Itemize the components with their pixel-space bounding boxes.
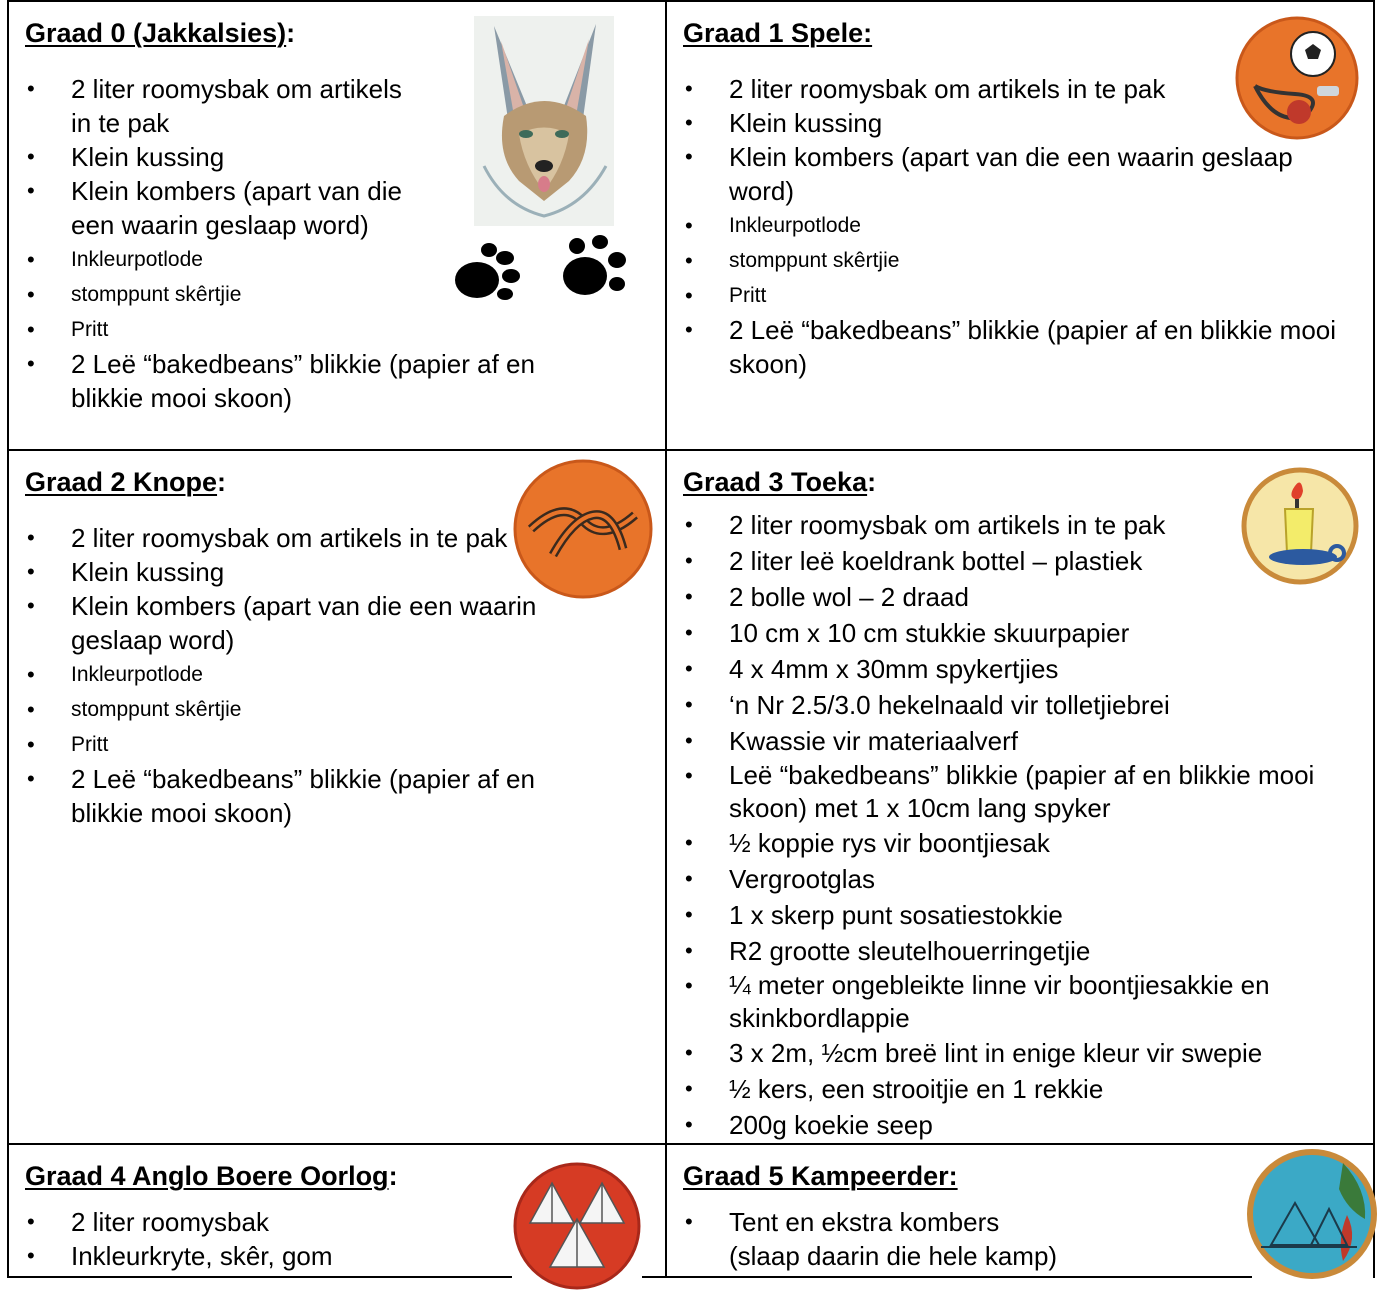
- list-item: • Pritt: [667, 278, 1347, 313]
- paw-print-icon: [449, 240, 524, 305]
- grade-3-title: Graad 3 Toeka:: [683, 467, 877, 497]
- list-item: • 2 liter roomysbak om artikels in te pak: [667, 72, 1347, 106]
- paw-print-icon: [555, 234, 630, 304]
- grade-2-cell: [9, 451, 665, 1143]
- tents-badge-icon: [512, 1161, 642, 1291]
- list-item: • ½ kers, een strooitjie en 1 rekkie: [667, 1071, 1357, 1107]
- list-item: • Klein kombers (apart van die een waarin geslaap word): [9, 589, 609, 657]
- grade-3-list: [667, 507, 1357, 1143]
- list-item: • Klein kombers (apart van die een waarin geslaap word): [9, 174, 409, 242]
- list-item: • 1 x skerp punt sosatiestokkie: [667, 897, 1357, 933]
- list-item: • 2 Leë “bakedbeans” blikkie (papier af en blikkie mooi skoon): [667, 313, 1347, 381]
- list-item: • ‘n Nr 2.5/3.0 hekelnaald vir tolletjiebrei: [667, 687, 1357, 723]
- list-item: • Klein kussing: [9, 555, 609, 589]
- list-item: • Inkleurpotlode: [9, 657, 609, 692]
- list-item: • Klein kombers (apart van die een waarin geslaap word): [667, 140, 1347, 208]
- list-item: • 2 liter roomysbak om artikels in te pak: [9, 521, 609, 555]
- grade-4-list: [9, 1205, 489, 1273]
- list-item: • 2 liter leë koeldrank bottel – plastiek: [667, 543, 1357, 579]
- grade-4-title: Graad 4 Anglo Boere Oorlog:: [25, 1161, 398, 1191]
- list-item: • 2 Leë “bakedbeans” blikkie (papier af en blikkie mooi skoon): [9, 762, 611, 830]
- camping-badge-icon: [1247, 1149, 1377, 1279]
- list-item: • 2 liter roomysbak om artikels in te pak: [667, 507, 1357, 543]
- grade-0-cell: [9, 2, 665, 449]
- list-item: • Inkleurpotlode: [667, 208, 1347, 243]
- grade-2-title: Graad 2 Knope:: [25, 467, 227, 497]
- grade-5-cell: [667, 1145, 1378, 1292]
- list-item: • 2 bolle wol – 2 draad: [667, 579, 1357, 615]
- list-item: • 2 Leë “bakedbeans” blikkie (papier af en blikkie mooi skoon): [9, 347, 611, 415]
- list-item: • 10 cm x 10 cm stukkie skuurpapier: [667, 615, 1357, 651]
- games-badge-icon: [1235, 16, 1359, 140]
- grade-0-title: Graad 0 (Jakkalsies):: [25, 18, 296, 48]
- list-item: • Klein kussing: [9, 140, 409, 174]
- grade-1-cell: [667, 2, 1373, 449]
- grade-3-cell: [667, 451, 1373, 1143]
- list-item: • 3 x 2m, ½cm breë lint in enige kleur vir swepie: [667, 1035, 1357, 1071]
- list-item: • Klein kussing: [667, 106, 1347, 140]
- list-item: • 4 x 4mm x 30mm spykertjies: [667, 651, 1357, 687]
- list-item: • stomppunt skêrtjie: [667, 243, 1347, 278]
- list-item: • 2 liter roomysbak: [9, 1205, 489, 1239]
- list-item: • ¼ meter ongebleikte linne vir boontjiesakkie en skinkbordlappie: [667, 969, 1349, 1035]
- list-item: • Inkleurpotlode: [9, 242, 409, 277]
- grade-4-cell: [9, 1145, 665, 1292]
- list-item: • ½ koppie rys vir boontjiesak: [667, 825, 1357, 861]
- grade-0-list: [9, 72, 535, 415]
- list-item: • stomppunt skêrtjie: [9, 692, 609, 727]
- list-item: • Pritt: [9, 312, 409, 347]
- list-item: • 200g koekie seep: [667, 1107, 1357, 1143]
- list-item: • 2 liter roomysbak om artikels in te pak: [9, 72, 409, 140]
- knot-badge-icon: [513, 459, 653, 599]
- list-item: • Pritt: [9, 727, 609, 762]
- list-item: • Inkleurkryte, skêr, gom: [9, 1239, 489, 1273]
- list-item: • stomppunt skêrtjie: [9, 277, 409, 312]
- list-item: • Leë “bakedbeans” blikkie (papier af en blikkie mooi skoon) met 1 x 10cm lang spyker: [667, 759, 1329, 825]
- grade-1-title: Graad 1 Spele:: [683, 18, 873, 48]
- grade-5-title: Graad 5 Kampeerder:: [683, 1161, 958, 1191]
- jackal-portrait-icon: [474, 16, 614, 226]
- list-item: • Kwassie vir materiaalverf: [667, 723, 1357, 759]
- candle-badge-icon: [1241, 467, 1359, 585]
- list-item: • Tent en ekstra kombers (slaap daarin die hele kamp): [667, 1205, 1067, 1273]
- list-item: • R2 grootte sleutelhouerringetjie: [667, 933, 1357, 969]
- grade-5-list: [667, 1205, 1067, 1273]
- table-right-border: [1373, 0, 1375, 1278]
- list-item: • Vergrootglas: [667, 861, 1357, 897]
